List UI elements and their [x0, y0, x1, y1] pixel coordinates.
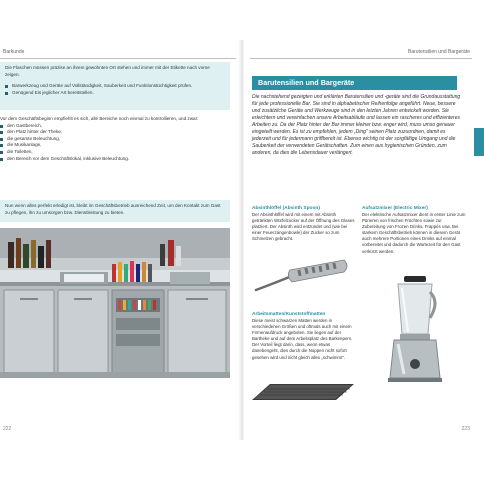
item-absinth-spoon	[252, 206, 356, 242]
info-box-closing	[0, 200, 230, 222]
list-item: die gesamte Beleuchtung,	[0, 136, 232, 143]
list-item: Genügend Eis jeglicher Art bereitstellen.	[5, 90, 225, 97]
item-title: Arbeitsmatten/Kunststoffmatten	[252, 312, 326, 317]
item-text: Der Absinthlöffel wird mit einem mit Absinth getränkten Würfelzucker auf der Öffnung des Glases platziert. Der Absinth wird entzündet und (wie bei einer Feuerzangenbowle) der Zucker so zum Schmelzen gebracht.	[252, 212, 355, 242]
area-checklist-bullets	[0, 123, 232, 163]
electric-mixer-image	[384, 274, 444, 384]
left-page	[0, 40, 240, 440]
running-head-right: Barutensilien und Bargeräte	[408, 49, 470, 55]
header-rule-right	[250, 58, 472, 59]
item-title: Aufsatzmixer (Electric Mixer)	[362, 206, 428, 211]
item-bar-mats	[252, 312, 356, 361]
item-electric-mixer	[362, 206, 466, 255]
bar-mat-image	[250, 380, 356, 402]
section-heading: Barutensilien und Bargeräte	[252, 76, 457, 90]
section-intro: Die nachstehend gezeigten und erklärten Barutensilien und -geräte sind die Grundausstattung für jede professionelle Bar. Sie sind in alphabetischer Reihenfolge angeführt. Neue, bessere und zusätzliche Geräte und Werkzeuge sind in den letzten Jahren entwickelt worden. Sie erleichtern und vereinfachen unsere Arbeitsabläufe und lassen ein rascheres und effizienteres Arbeiten zu. Da der Platz hinter der Bar immer kleiner bzw. enger wird, muss umso genauer eingeteilt werden. Es ist zu empfehlen, jedem „Ding" seinen Platz zuzuordnen, damit es jederzeit und für jedermann griffbereit ist. Ebenso wichtig ist der sorgfältige Umgang und die Sauberkeit der verwendeten Gerätschaften. Zum einen aus hygienischen Gründen, zum anderen, da dies die Lebensdauer verlängert.	[252, 94, 461, 156]
list-item: den Platz hinter der Theke,	[0, 129, 232, 136]
list-item: die Toiletten,	[0, 149, 232, 156]
list-item: den Bereich vor dem Geschäftslokal, inklusive Beleuchtung.	[0, 156, 232, 163]
list-item: den Gastbereich,	[0, 123, 232, 130]
absinth-spoon-image	[252, 256, 356, 296]
area-checklist	[0, 116, 232, 162]
header-rule-left	[0, 58, 236, 59]
info-box-checklist	[0, 62, 230, 110]
list-item: die Musikanlage,	[0, 142, 232, 149]
item-text: Diese meist schwarzen Matten werden in verschiedenen Größen und oftmals auch mit einem Firmenaufdruck angeboten. Sie liegen auf der Bartheke und auf dem Arbeitsplatz des Barkeepers. Der Vorteil liegt darin, dass, wenn etwas danebengeht, dies durch die Noppen nicht sofort gesehen wird und nicht gleich alles „schwimmt".	[252, 318, 353, 360]
chapter-tab	[474, 128, 484, 156]
item-title: Absinthlöffel (Absinth Spoon)	[252, 206, 320, 211]
book-spread	[0, 40, 484, 440]
info-box-closing-text: Nun wenn alles perfekt erledigt ist, bleibt im Geschäftsbetrieb ausreichend Zeit, um den Kontakt zum Gast zu pflegen, ihn zu umsorgen bzw. Dienstleistung zu bieten.	[5, 203, 221, 215]
bar-station-illustration	[0, 228, 230, 378]
running-head-left: Barkunde	[3, 49, 25, 55]
right-page	[244, 40, 484, 440]
list-item: Barwerkzeug und Geräte auf Vollständigkeit, Sauberkeit und Funktionstüchtigkeit prüfen.	[5, 83, 225, 90]
info-box-intro: Die Flaschen müssen präzise an ihrem gewohnten Ort stehen und immer mit der Etikette nach vorne zeigen.	[5, 65, 210, 77]
item-text: Der elektrische Aufsatzmixer dient in erster Linie zum Pürieren von frischen Früchten sowie zur Zubereitung von Frozen Drinks, Frappés usw. Bei starkem Geschäftsbetrieb können in diesem Gerät auch mehrere Portionen eines Drinks auf einmal vorbereitet und dadurch die Wartezeit für den Gast verkürzt werden.	[362, 212, 466, 254]
page-number-left: 222	[3, 426, 12, 432]
info-box-bullets	[5, 83, 225, 96]
area-checklist-intro: Vor dem Geschäftsbeginn empfiehlt es sich, alle Bereiche noch einmal zu kontrollieren, und zwar:	[0, 116, 199, 121]
bar-station-photo	[0, 228, 230, 378]
page-number-right: 223	[461, 426, 470, 432]
